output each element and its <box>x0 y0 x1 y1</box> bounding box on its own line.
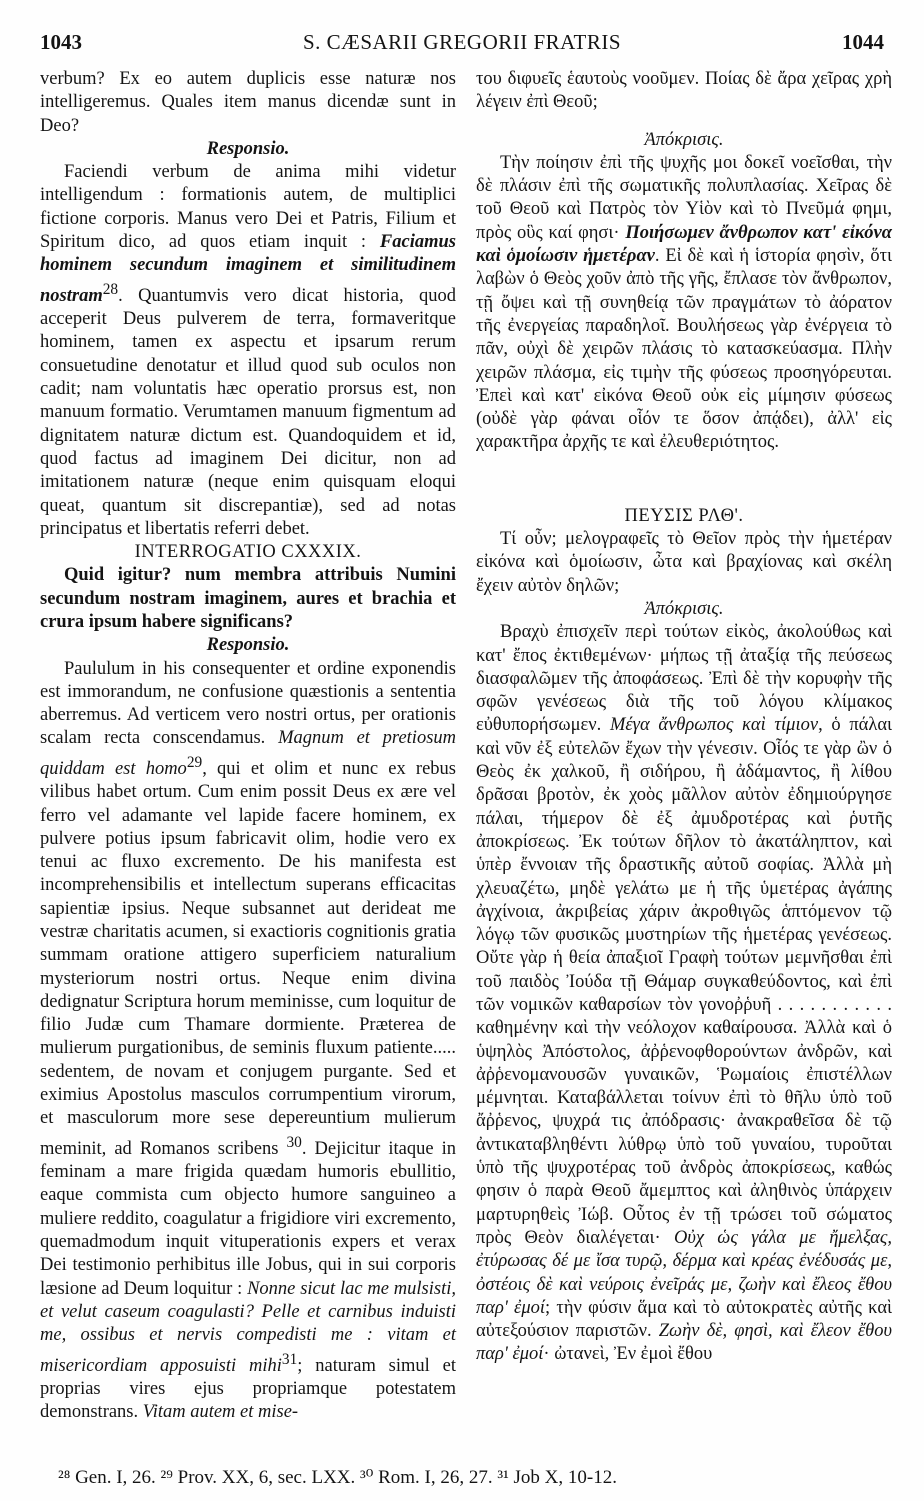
footnote-ref-30: 30 <box>286 1133 302 1151</box>
greek-p3-text-b: , ὁ πάλαι καὶ νῦν ἐξ εὐτελῶν ἔχων τὴν γένεσιν. Οἷός τε γὰρ ὢν ὁ Θεὸς ἐκ χαλκοῦ, ἢ σιδήρου, ἢ ἀδάμαντος, ἢ λίθου δρᾶσαι βροτὸν, ἐκ χοὸς μᾶλλον αὐτὸν ἐδημιούργησε πάλαι, τήμερον δὲ ἐξ ἀμυδροτέρας καὶ ῥυτῆς ἀποκρίσεως. Ἐκ τούτων δῆλον τὸ ἀκατάληπτον, καὶ ὑπὲρ ἔννοιαν τῆς δραστικῆς αὐτοῦ σοφίας. Ἀλλὰ μὴ χλευαζέτω, μηδὲ γελάτω με ἡ τῆς ὑμετέρας ἀγάπης ἀγχίνοια, ἀκριβείας χάριν ἀκροθιγῶς ἁπτόμενον τῷ λόγῳ τῶν φυσικῶς μυστηρίων τῆς ἡμετέρας γενέσεως. Οὔτε γὰρ ἡ θεία ἀπαξιοῖ Γραφὴ τούτων μεμνῆσθαι ἐπὶ τοῦ παιδὸς Ἰούδα τῇ Θάμαρ συγκαθεύδοντος, καὶ ἐπὶ τῶν νομικῶν καθαρσίων τὸν γονοῤῥυῆ . . . . . . . . . . . καθημένην καὶ τὴν νεόλοχον καθαίρουσα. Ἀλλὰ καὶ ὁ ὑψηλὸς Ἀπόστολος, ἀῤῥενοφθορούντων ἀνδρῶν, καὶ ἀῤῥενομανουσῶν γυναικῶν, Ῥωμαίοις ἐπιστέλλων μέμνηται. Καταβάλλεται τοίνυν ἐπὶ τὸ θῆλυ ὑπὸ τοῦ ἄῤῥενος, ψυχρά τις ἀπόδρασις· ἀνακραθεῖσα δὲ τῷ ἀντικαταβληθέντι λύθρῳ ὑπὸ τοῦ γυναίου, τυροῦται ὑπὸ τῆς ψυχροτέρας τοῦ ἀνδρὸς ἀποκρίσεως, καθώς φησιν ὁ παρὰ Θεοῦ ἄμεμπτος καὶ ἀληθινὸς ὑπάρχειν μαρτυρηθεὶς Ἰώβ. Οὗτος ἐν τῇ τρώσει τοῦ σώματος πρὸς Θεὸν διαλέγεται· <box>476 715 892 1248</box>
greek-apokrisis-2: Ἀπόκρισις. <box>644 598 724 619</box>
greek-p3-quote: Μέγα ἄνθρωπος καὶ τίμιον <box>609 715 819 736</box>
greek-paragraph-1: του διφυεῖς ἑαυτοὺς νοοῦμεν. Ποίας δὲ ἄρα χεῖρας χρὴ λέγειν ἐπὶ Θεοῦ; <box>476 69 892 113</box>
latin-p3-text-c: . Dejicitur itaque in feminam a mare frigida quædam humoris ebullitio, eaque commista cum objecto humore sanguineo a muliere reddito, coagulatur a frigidiore viri excremento, quemadmodum inquit vituperationis expers et verax Dei testimonio perhibitus ille Jobus, qui in sui corporis læsione ad Deum loquitur : <box>40 1138 456 1299</box>
greek-column <box>476 68 892 1367</box>
greek-paragraph-3 <box>476 621 892 1367</box>
latin-interrogatio-heading: INTERROGATIO CXXXIX. <box>134 542 362 563</box>
latin-paragraph-3 <box>40 658 456 1425</box>
greek-peusis-heading: ΠΕΥΣΙΣ ΡΛΘ'. <box>624 505 744 526</box>
latin-p2-quote: Faciamus hominem secundum imaginem et similitudinem nostram <box>40 232 456 306</box>
greek-p3-quote-2: Οὐχ ὡς γάλα με ἤμελξας, ἐτύρωσας δέ με ἴσα τυρῷ, δέρμα καὶ κρέας ἐνέδυσάς με, ὀστέοις δὲ καὶ νεύροις ἐνεῖράς με, ζωὴν καὶ ἔλεος ἔθου παρ' ἐμοί <box>476 1227 892 1318</box>
greek-p3-text-d: · ὠτανεὶ, Ἐν ἐμοὶ ἔθου <box>543 1344 713 1365</box>
latin-p2-text-a: Faciendi verbum de anima mihi videtur intelligendum : formationis autem, de multiplici fictione corporis. Manus vero Dei et Patris, Filium et Spiritum dico, ad quos etiam inquit : <box>40 162 456 253</box>
latin-paragraph-1: verbum? Ex eo autem duplicis esse naturæ nos intelligeremus. Quales item manus dicendæ sunt in Deo? <box>40 69 456 136</box>
latin-responsio-2: Responsio. <box>206 635 290 656</box>
latin-p3-quote-2: Nonne sicut lac me mulsisti, et velut caseum coagulasti? Pelle et carnibus induisti me, ossibus et nervis compedisti me : vitam et misericordiam apposuisti mihi <box>40 1278 456 1376</box>
running-title: S. CÆSARII GREGORII FRATRIS <box>302 30 622 54</box>
latin-paragraph-2 <box>40 161 456 541</box>
latin-p3-text-b: , qui et olim et nunc ex rebus vilibus habet ortum. Cum enim possit Deus ex ære vel ferro vel adamante vel lapide facere hominem, ex pulvere potius ipsum fabricavit olim, hodie vero ex tenui ac fluxo excremento. De his manifesta est incomprehensibilis et intellectum superans efficacitas sapientiæ ipsius. Neque subsannet aut derideat me vestræ charitatis acumen, si exactioris cognitionis gratia summam oratione attigero superficiem naturalium mysteriorum nostri ortus. Neque enim divina dedignatur Scriptura horum meminisse, cum loquitur de filio Judæ cum Thamare dormiente. Præterea de mulierum purgationibus, de seminis fluxum patiente..... sedentem, de novam et conjugem purgante. Sed et eximius Apostolus masculos corrumpentium virorum, et masculorum more sese depereuntium mulierum meminit, ad Romanos scribens <box>40 758 456 1159</box>
latin-p3-text-a: Paululum in his consequenter et ordine exponendis est immorandum, ne confusione quæstionis a sententia aberremus. Ad verticem vero nostri ortus, per orationis scalam recta conscendamus. <box>40 658 456 749</box>
footnotes: ²⁸ Gen. I, 26. ²⁹ Prov. XX, 6, sec. LXX. ³⁰ Rom. I, 26, 27. ³¹ Job X, 10-12. <box>58 1467 617 1488</box>
greek-p3-text-a: Βραχὺ ἐπισχεῖν περὶ τούτων εἰκὸς, ἀκολούθως καὶ κατ' ἔπος ἐκτιθεμένων· μήπως τῇ ἀταξίᾳ τῆς πεύσεως διασφαλῶμεν τῆς ἀποφάσεως. Ἐπὶ δὲ τὴν κορυφὴν τῆς σφῶν γενέσεως διὰ τῆς τοῦ λόγου κλίμακος εὐθυπορήσωμεν. <box>476 622 892 736</box>
greek-p2-text-b: . Εἰ δὲ καὶ ἡ ἱστορία φησὶν, ὅτι λαβὼν ὁ Θεὸς χοῦν ἀπὸ τῆς γῆς, ἔπλασε τὸν ἄνθρωπον, τῇ ὄψει καὶ τῇ συνηθείᾳ τῶν πραγμάτων τὸ ἀόρατον τῆς ἐνεργείας παραδηλοῖ. Βουλήσεως γὰρ ἐνέργεια τὸ πᾶν, οὐχὶ δὲ χειρῶν πλάσις τὸ κατασκεύασμα. Πλὴν χειρῶν πλάσμα, εἰς τιμὴν τῆς φύσεως προσηγόρευται. Ἐπεὶ καὶ κατ' εἰκόνα Θεοῦ οὐκ εἰς μίμησιν φύσεως (οὐδὲ γὰρ φάναι οἷόν τε ὅσον ἀπᾴδει), ἀλλ' εἰς χαρακτῆρα ἀρχῆς τε καὶ ἐλευθεριότητος. <box>476 246 892 453</box>
page-number-left: 1043 <box>40 30 82 54</box>
greek-p2-text-a: Τὴν ποίησιν ἐπὶ τῆς ψυχῆς μοι δοκεῖ νοεῖσθαι, τὴν δὲ πλάσιν ἐπὶ τῆς σωματικῆς πολυπλασίας. Χεῖρας δὲ τοῦ Θεοῦ καὶ Πατρὸς τὸν Υἱὸν καὶ τὸ Πνεῦμά φημι, πρὸς οὓς καί φησι· <box>476 152 892 243</box>
greek-p3-text-c: ; τὴν φύσιν ἅμα καὶ τὸ αὐτοκρατὲς αὐτῆς καὶ αὐτεξούσιον παριστῶν. <box>476 1297 893 1342</box>
latin-question-2: Quid igitur? num membra attribuis Numini secundum nostram imaginem, aures et brachia et crura ipsum habere significans? <box>40 565 456 632</box>
latin-p3-text-d: ; naturam simul et proprias vires ejus propriamque potestatem demonstrans. <box>40 1355 456 1423</box>
latin-p3-quote: Magnum et pretiosum quiddam est homo <box>40 728 456 779</box>
latin-responsio-1: Responsio. <box>206 138 290 159</box>
page-header <box>40 30 884 60</box>
greek-p3-quote-3: Ζωὴν δὲ, φησὶ, καὶ ἔλεον ἔθου παρ' ἐμοί <box>476 1321 892 1365</box>
greek-p2-quote: Ποιήσωμεν ἄνθρωπον κατ' εἰκόνα καὶ ὁμοίωσιν ἡμετέραν <box>476 222 892 267</box>
greek-paragraph-2 <box>476 152 892 455</box>
latin-p3-quote-3: Vitam autem et mise- <box>142 1402 299 1423</box>
latin-p2-text-b: . Quantumvis vero dicat historia, quod acceperit Deus pulverem de terra, formaveritque hominem, tamen ex aspectu et ipsarum rerum consuetudine denotatur et illud quod sub oculos non cadit; nam voluntatis hæc operatio prorsus est, non manuum formatio. Verumtamen manuum figmentum ad dignitatem naturæ dictum est. Quandoquidem et id, quod factus ad imaginem Dei dicitur, non ad imitationem naturæ (neque enim quisquam eloqui queat, quantum sit discrepantiæ), sed ad notas principatus et libertatis referri debet. <box>40 285 456 539</box>
greek-apokrisis-1: Ἀπόκρισις. <box>644 129 724 150</box>
footnote-ref-31: 31 <box>281 1350 298 1368</box>
greek-question-2: Τί οὖν; μελογραφεῖς τὸ Θεῖον πρὸς τὴν ἡμετέραν εἰκόνα καὶ ὁμοίωσιν, ὦτα καὶ βραχίονας καὶ σκέλη ἔχειν αὐτὸν δηλῶν; <box>476 529 892 596</box>
footnote-ref-28: 28 <box>102 280 119 298</box>
footnote-ref-29: 29 <box>186 753 203 771</box>
latin-column <box>40 68 456 1425</box>
page-number-right: 1044 <box>842 30 884 54</box>
